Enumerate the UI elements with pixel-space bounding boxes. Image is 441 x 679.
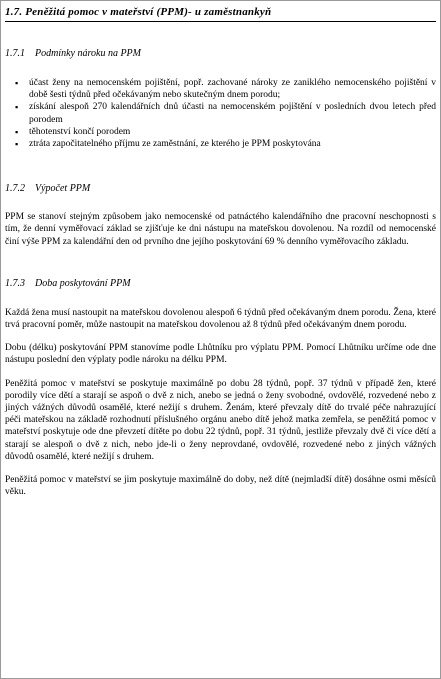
paragraph: Peněžitá pomoc v mateřství se jim poskytuje maximálně do doby, než dítě (nejmladší dítě) dosáhne osmi měsíců věku.: [5, 475, 436, 498]
list-item: ▪ ztráta započitatelného příjmu ze zaměstnání, ze kterého je PPM poskytována: [29, 138, 436, 150]
list-item: ▪ účast ženy na nemocenském pojištění, popř. zachované nároky ze zaniklého nemocenského pojištění v době šesti týdnů před očekávaným nebo skutečným dnem porodu;: [29, 77, 436, 101]
paragraph: Peněžitá pomoc v mateřství se poskytuje maximálně po dobu 28 týdnů, popř. 37 týdnů v případě žen, které porodily více dětí a starají se aspoň o dvě z nich, anebo se jedná o ženy svobodné, ovdovělé, rozvedené nebo z jiných vážných důvodů osamělé, které nežijí s druhem. Ženám, které převzaly dítě do trvalé péče nahrazující péči mateřskou na základě rozhodnutí příslušného orgánu anebo dítě jehož matka zemřela, se peněžitá pomoc v mateřství poskytuje ode dne převzetí dítěte po dobu 22 týdnů, popř. 31 týdnů, jestliže převzaly dvě či více dětí a starají se alespoň o dvě z nich, nebo jde-li o ženy neprovdané, ovdovělé, rozvedené nebo z jiných vážných důvodů osamělé, které nežijí s druhem.: [5, 378, 436, 462]
paragraph: Každá žena musí nastoupit na mateřskou dovolenou alespoň 6 týdnů před očekávaným dnem porodu. Žena, které trvá pracovní poměr, může nastoupit na mateřskou dovolenou až 8 týdnů před očekávaným dnem porodu.: [5, 307, 436, 331]
document-content: [5, 1, 436, 498]
list-item: ▪ těhotenství končí porodem: [29, 126, 436, 138]
section-heading-1-7-3: [5, 278, 436, 290]
section-title: Doba poskytování PPM: [35, 277, 131, 289]
section-number: 1.7.1: [5, 48, 25, 59]
chapter-heading: 1.7. Peněžitá pomoc v mateřství (PPM)- u zaměstnankyň: [5, 5, 436, 22]
section-title: Podmínky nároku na PPM: [35, 48, 141, 59]
paragraph: Dobu (délku) poskytování PPM stanovíme podle Lhůtníku pro výplatu PPM. Pomocí Lhůtníku určíme ode dne nástupu poslední den výplaty podle nároku na délku PPM.: [5, 343, 436, 366]
section-heading-1-7-1: [5, 48, 436, 60]
paragraph: PPM se stanoví stejným způsobem jako nemocenské od patnáctého kalendářního dne pracovní neschopnosti s tím, že denní vyměřovací základ se zjišťuje ke dni nástupu na mateřskou dovolenou. Na rozdíl od nemocenské činí výše PPM za kalendářní den od prvního dne jejího poskytování 69 % denního vyměřovacího základu.: [5, 212, 436, 247]
list-item: ▪ získání alespoň 270 kalendářních dnů účasti na nemocenském pojištění v posledních dvou letech před porodem: [29, 101, 436, 125]
section-number: 1.7.3: [5, 277, 25, 289]
section-number: 1.7.2: [5, 183, 25, 195]
section-title: Výpočet PPM: [35, 183, 91, 195]
conditions-list: [5, 77, 436, 150]
section-heading-1-7-2: [5, 183, 436, 195]
